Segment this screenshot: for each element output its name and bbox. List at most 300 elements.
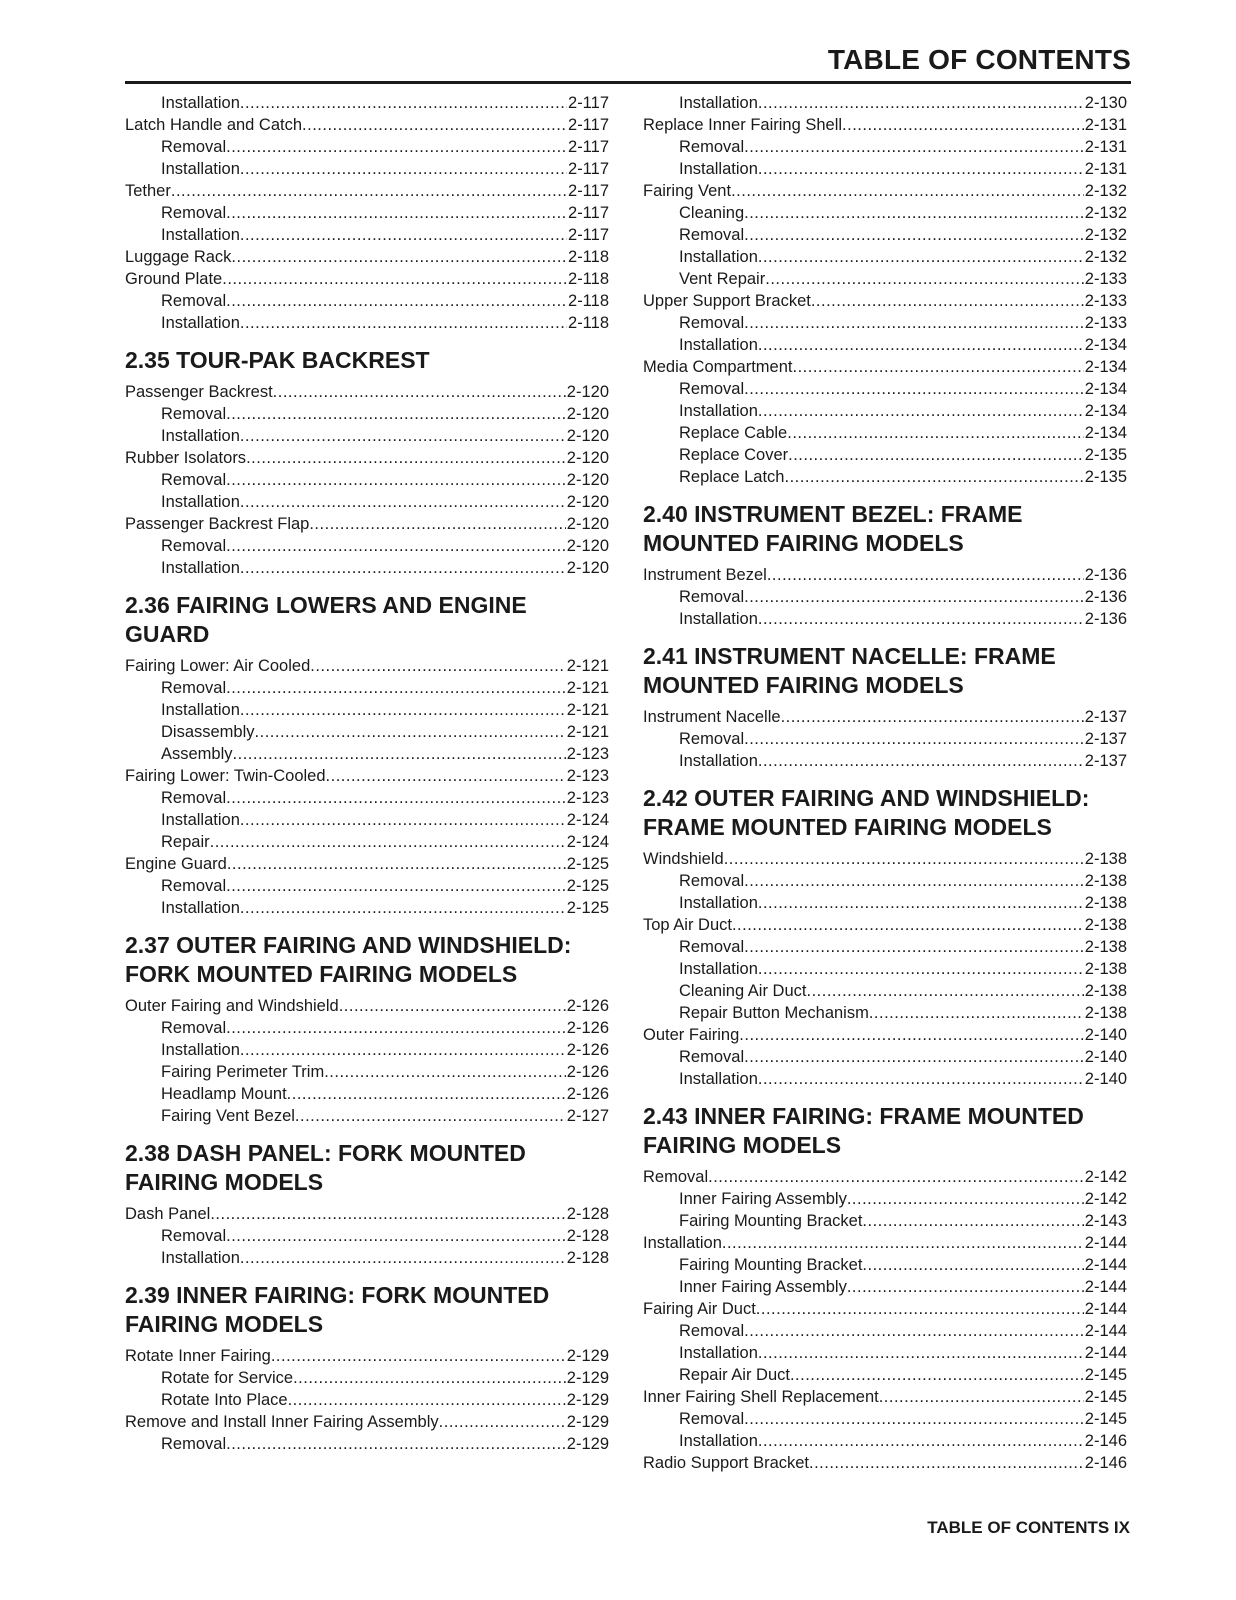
dot-leader bbox=[781, 706, 1084, 728]
entry-page-number: 2-140 bbox=[1084, 1070, 1127, 1088]
section-heading: 2.37 OUTER FAIRING AND WINDSHIELD: FORK MOUNTED FAIRING MODELS bbox=[125, 932, 572, 987]
toc-subentry[interactable] bbox=[125, 312, 609, 334]
toc-subentry[interactable] bbox=[125, 158, 609, 180]
entry-page-number: 2-137 bbox=[1084, 730, 1127, 748]
entry-label: Removal bbox=[679, 226, 745, 244]
toc-entry[interactable] bbox=[643, 1024, 1127, 1046]
toc-subentry[interactable] bbox=[125, 535, 609, 557]
dot-leader bbox=[744, 378, 1084, 400]
entry-label: Removal bbox=[161, 405, 227, 423]
dot-leader bbox=[862, 1210, 1083, 1232]
toc-subentry[interactable] bbox=[643, 958, 1127, 980]
entry-label: Installation bbox=[161, 314, 240, 332]
toc-subentry[interactable] bbox=[643, 202, 1127, 224]
entry-page-number: 2-126 bbox=[566, 997, 609, 1015]
toc-entry[interactable] bbox=[125, 268, 609, 290]
entry-label: Media Compartment bbox=[643, 358, 793, 376]
toc-subentry[interactable] bbox=[643, 400, 1127, 422]
dot-leader bbox=[240, 809, 566, 831]
toc-subentry[interactable] bbox=[643, 750, 1127, 772]
dot-leader bbox=[842, 114, 1084, 136]
toc-subentry[interactable] bbox=[125, 425, 609, 447]
entry-page-number: 2-140 bbox=[1084, 1026, 1127, 1044]
entry-label: Cleaning bbox=[679, 204, 745, 222]
entry-page-number: 2-144 bbox=[1084, 1300, 1127, 1318]
section-heading: 2.39 INNER FAIRING: FORK MOUNTED FAIRING MODELS bbox=[125, 1282, 550, 1337]
section-heading: 2.35 TOUR-PAK BACKREST bbox=[125, 347, 430, 373]
entry-page-number: 2-132 bbox=[1084, 182, 1127, 200]
toc-entry[interactable] bbox=[125, 853, 609, 875]
entry-page-number: 2-128 bbox=[566, 1249, 609, 1267]
entry-page-number: 2-120 bbox=[566, 471, 609, 489]
toc-entry[interactable] bbox=[125, 114, 609, 136]
toc-subentry[interactable] bbox=[643, 312, 1127, 334]
dot-leader bbox=[869, 1002, 1084, 1024]
dot-leader bbox=[758, 892, 1084, 914]
section-heading: 2.42 OUTER FAIRING AND WINDSHIELD: FRAME MOUNTED FAIRING MODELS bbox=[643, 785, 1090, 840]
dot-leader bbox=[811, 290, 1084, 312]
dot-leader bbox=[324, 1061, 566, 1083]
entry-label: Installation bbox=[679, 960, 758, 978]
toc-subentry[interactable] bbox=[643, 136, 1127, 158]
toc-column-left bbox=[125, 92, 609, 1455]
entry-page-number: 2-121 bbox=[566, 723, 609, 741]
entry-page-number: 2-137 bbox=[1084, 708, 1127, 726]
toc-subentry[interactable] bbox=[643, 1430, 1127, 1452]
entry-label: Installation bbox=[679, 610, 758, 628]
entry-label: Installation bbox=[161, 493, 240, 511]
dot-leader bbox=[233, 743, 566, 765]
entry-page-number: 2-121 bbox=[566, 657, 609, 675]
toc-subentry[interactable] bbox=[125, 202, 609, 224]
toc-entry[interactable] bbox=[125, 655, 609, 677]
toc-subentry[interactable] bbox=[125, 787, 609, 809]
toc-subentry[interactable] bbox=[125, 1433, 609, 1455]
entry-label: Replace Cable bbox=[679, 424, 788, 442]
entry-page-number: 2-117 bbox=[568, 138, 609, 156]
dot-leader bbox=[226, 875, 566, 897]
dot-leader bbox=[744, 202, 1084, 224]
toc-entry[interactable] bbox=[125, 1203, 609, 1225]
dot-leader bbox=[226, 1433, 566, 1455]
entry-page-number: 2-121 bbox=[566, 679, 609, 697]
entry-label: Removal bbox=[161, 1019, 227, 1037]
toc-subentry[interactable] bbox=[125, 1389, 609, 1411]
entry-page-number: 2-136 bbox=[1084, 588, 1127, 606]
dot-leader bbox=[756, 1298, 1084, 1320]
entry-label: Disassembly bbox=[161, 723, 255, 741]
dot-leader bbox=[226, 677, 566, 699]
entry-page-number: 2-128 bbox=[566, 1227, 609, 1245]
entry-label: Removal bbox=[679, 314, 745, 332]
entry-label: Removal bbox=[161, 679, 227, 697]
entry-label: Removal bbox=[679, 730, 745, 748]
dot-leader bbox=[288, 1389, 566, 1411]
dot-leader bbox=[758, 1342, 1084, 1364]
entry-label: Removal bbox=[161, 138, 227, 156]
entry-label: Rotate for Service bbox=[161, 1369, 294, 1387]
entry-page-number: 2-120 bbox=[566, 405, 609, 423]
section-heading: 2.41 INSTRUMENT NACELLE: FRAME MOUNTED FAIRING MODELS bbox=[643, 643, 1056, 698]
dot-leader bbox=[240, 557, 566, 579]
entry-label: Outer Fairing bbox=[643, 1026, 740, 1044]
toc-subentry[interactable] bbox=[643, 980, 1127, 1002]
toc-subentry[interactable] bbox=[643, 892, 1127, 914]
toc-subentry[interactable] bbox=[125, 743, 609, 765]
entry-page-number: 2-132 bbox=[1084, 204, 1127, 222]
dot-leader bbox=[744, 312, 1084, 334]
entry-label: Passenger Backrest bbox=[125, 383, 273, 401]
dot-leader bbox=[787, 422, 1084, 444]
dot-leader bbox=[240, 158, 567, 180]
toc-subentry[interactable] bbox=[125, 1083, 609, 1105]
entry-label: Installation bbox=[161, 811, 240, 829]
dot-leader bbox=[226, 136, 567, 158]
entry-label: Installation bbox=[161, 226, 240, 244]
dot-leader bbox=[785, 466, 1084, 488]
toc-subentry[interactable] bbox=[643, 158, 1127, 180]
entry-page-number: 2-123 bbox=[566, 767, 609, 785]
dot-leader bbox=[326, 765, 566, 787]
toc-subentry[interactable] bbox=[643, 224, 1127, 246]
toc-subentry[interactable] bbox=[643, 444, 1127, 466]
toc-entry[interactable] bbox=[125, 447, 609, 469]
entry-label: Dash Panel bbox=[125, 1205, 211, 1223]
entry-page-number: 2-124 bbox=[566, 811, 609, 829]
dot-leader bbox=[879, 1386, 1084, 1408]
entry-label: Ground Plate bbox=[125, 270, 223, 288]
toc-subentry[interactable] bbox=[125, 809, 609, 831]
toc-entry[interactable] bbox=[643, 848, 1127, 870]
toc-entry[interactable] bbox=[643, 356, 1127, 378]
dot-leader bbox=[758, 1430, 1084, 1452]
entry-page-number: 2-132 bbox=[1084, 248, 1127, 266]
toc-subentry[interactable] bbox=[643, 728, 1127, 750]
section-heading: 2.36 FAIRING LOWERS AND ENGINE GUARD bbox=[125, 592, 527, 647]
toc-subentry[interactable] bbox=[643, 870, 1127, 892]
toc-subentry[interactable] bbox=[643, 936, 1127, 958]
entry-label: Removal bbox=[161, 471, 227, 489]
toc-entry[interactable] bbox=[643, 914, 1127, 936]
entry-label: Removal bbox=[161, 292, 227, 310]
entry-page-number: 2-126 bbox=[566, 1063, 609, 1081]
dot-leader bbox=[310, 655, 566, 677]
toc-subentry[interactable] bbox=[125, 1247, 609, 1269]
dot-leader bbox=[758, 1068, 1084, 1090]
dot-leader bbox=[240, 425, 566, 447]
toc-subentry[interactable] bbox=[125, 469, 609, 491]
toc-subentry[interactable] bbox=[125, 831, 609, 853]
toc-subentry[interactable] bbox=[125, 721, 609, 743]
dot-leader bbox=[724, 848, 1084, 870]
entry-page-number: 2-117 bbox=[568, 94, 609, 112]
dot-leader bbox=[226, 787, 566, 809]
toc-subentry[interactable] bbox=[643, 422, 1127, 444]
dot-leader bbox=[731, 180, 1084, 202]
entry-page-number: 2-136 bbox=[1084, 610, 1127, 628]
page-title: TABLE OF CONTENTS bbox=[827, 44, 1131, 75]
toc-subentry[interactable] bbox=[125, 1105, 609, 1127]
dot-leader bbox=[744, 728, 1084, 750]
entry-label: Installation bbox=[679, 94, 758, 112]
toc-subentry[interactable] bbox=[125, 224, 609, 246]
entry-page-number: 2-121 bbox=[566, 701, 609, 719]
dot-leader bbox=[240, 897, 566, 919]
toc-entry[interactable] bbox=[643, 290, 1127, 312]
section-heading: 2.40 INSTRUMENT BEZEL: FRAME MOUNTED FAIRING MODELS bbox=[643, 501, 1023, 556]
dot-leader bbox=[847, 1276, 1084, 1298]
entry-page-number: 2-143 bbox=[1084, 1212, 1127, 1230]
entry-page-number: 2-133 bbox=[1084, 270, 1127, 288]
entry-page-number: 2-134 bbox=[1084, 424, 1127, 442]
toc-subentry[interactable] bbox=[643, 268, 1127, 290]
toc-subentry[interactable] bbox=[643, 334, 1127, 356]
toc-entry[interactable] bbox=[643, 114, 1127, 136]
toc-subentry[interactable] bbox=[125, 1367, 609, 1389]
entry-label: Fairing Lower: Air Cooled bbox=[125, 657, 311, 675]
toc-subentry[interactable] bbox=[125, 403, 609, 425]
toc-subentry[interactable] bbox=[125, 1061, 609, 1083]
toc-entry[interactable] bbox=[643, 1232, 1127, 1254]
dot-leader bbox=[240, 699, 566, 721]
dot-leader bbox=[765, 268, 1084, 290]
entry-label: Inner Fairing Assembly bbox=[679, 1190, 847, 1208]
entry-page-number: 2-138 bbox=[1084, 982, 1127, 1000]
entry-page-number: 2-126 bbox=[566, 1041, 609, 1059]
dot-leader bbox=[287, 1083, 566, 1105]
dot-leader bbox=[758, 750, 1084, 772]
entry-label: Instrument Nacelle bbox=[643, 708, 781, 726]
toc-entry[interactable] bbox=[125, 180, 609, 202]
entry-page-number: 2-137 bbox=[1084, 752, 1127, 770]
entry-page-number: 2-135 bbox=[1084, 468, 1127, 486]
entry-label: Inner Fairing Assembly bbox=[679, 1278, 847, 1296]
entry-label: Replace Inner Fairing Shell bbox=[643, 116, 843, 134]
entry-label: Removal bbox=[679, 380, 745, 398]
dot-leader bbox=[222, 268, 567, 290]
entry-label: Outer Fairing and Windshield bbox=[125, 997, 339, 1015]
dot-leader bbox=[240, 312, 567, 334]
dot-leader bbox=[240, 1247, 566, 1269]
entry-page-number: 2-120 bbox=[566, 427, 609, 445]
dot-leader bbox=[732, 914, 1084, 936]
dot-leader bbox=[790, 1364, 1084, 1386]
toc-subentry[interactable] bbox=[125, 136, 609, 158]
toc-entry[interactable] bbox=[643, 1298, 1127, 1320]
dot-leader bbox=[302, 114, 567, 136]
entry-label: Removal bbox=[679, 1048, 745, 1066]
entry-page-number: 2-134 bbox=[1084, 358, 1127, 376]
toc-subentry[interactable] bbox=[643, 1276, 1127, 1298]
dot-leader bbox=[226, 1225, 566, 1247]
toc-entry[interactable] bbox=[125, 513, 609, 535]
entry-page-number: 2-144 bbox=[1084, 1344, 1127, 1362]
toc-subentry[interactable] bbox=[125, 557, 609, 579]
entry-page-number: 2-129 bbox=[566, 1413, 609, 1431]
toc-entry[interactable] bbox=[643, 564, 1127, 586]
entry-label: Repair Air Duct bbox=[679, 1366, 790, 1384]
dot-leader bbox=[744, 1408, 1084, 1430]
toc-entry[interactable] bbox=[125, 1345, 609, 1367]
entry-page-number: 2-117 bbox=[568, 182, 609, 200]
toc-entry[interactable] bbox=[125, 381, 609, 403]
entry-page-number: 2-120 bbox=[566, 537, 609, 555]
entry-page-number: 2-117 bbox=[568, 226, 609, 244]
entry-label: Removal bbox=[679, 1322, 745, 1340]
entry-page-number: 2-138 bbox=[1084, 1004, 1127, 1022]
toc-entry[interactable] bbox=[643, 1166, 1127, 1188]
dot-leader bbox=[788, 444, 1084, 466]
entry-page-number: 2-144 bbox=[1084, 1322, 1127, 1340]
toc-subentry[interactable] bbox=[643, 1342, 1127, 1364]
entry-label: Cleaning Air Duct bbox=[679, 982, 807, 1000]
dot-leader bbox=[744, 936, 1084, 958]
dot-leader bbox=[240, 1039, 566, 1061]
toc-subentry[interactable] bbox=[643, 1210, 1127, 1232]
entry-label: Installation bbox=[161, 899, 240, 917]
entry-page-number: 2-145 bbox=[1084, 1410, 1127, 1428]
entry-label: Installation bbox=[679, 894, 758, 912]
toc-subentry[interactable] bbox=[125, 290, 609, 312]
toc-subentry[interactable] bbox=[125, 1017, 609, 1039]
entry-label: Removal bbox=[679, 1410, 745, 1428]
entry-page-number: 2-118 bbox=[568, 314, 609, 332]
entry-page-number: 2-144 bbox=[1084, 1234, 1127, 1252]
entry-page-number: 2-117 bbox=[568, 160, 609, 178]
toc-subentry[interactable] bbox=[643, 92, 1127, 114]
toc-subentry[interactable] bbox=[643, 586, 1127, 608]
dot-leader bbox=[226, 469, 566, 491]
toc-entry[interactable] bbox=[125, 246, 609, 268]
entry-label: Rubber Isolators bbox=[125, 449, 247, 467]
entry-page-number: 2-120 bbox=[566, 515, 609, 533]
entry-page-number: 2-133 bbox=[1084, 314, 1127, 332]
dot-leader bbox=[722, 1232, 1084, 1254]
dot-leader bbox=[439, 1411, 566, 1433]
toc-subentry[interactable] bbox=[643, 1408, 1127, 1430]
entry-page-number: 2-144 bbox=[1084, 1256, 1127, 1274]
toc-entry[interactable] bbox=[125, 765, 609, 787]
entry-page-number: 2-118 bbox=[568, 248, 609, 266]
entry-page-number: 2-131 bbox=[1084, 116, 1127, 134]
toc-subentry[interactable] bbox=[643, 1254, 1127, 1276]
entry-page-number: 2-136 bbox=[1084, 566, 1127, 584]
toc-entry[interactable] bbox=[125, 1411, 609, 1433]
entry-label: Removal bbox=[679, 938, 745, 956]
entry-label: Installation bbox=[161, 1041, 240, 1059]
entry-page-number: 2-129 bbox=[566, 1369, 609, 1387]
dot-leader bbox=[708, 1166, 1084, 1188]
entry-label: Installation bbox=[679, 1344, 758, 1362]
dot-leader bbox=[210, 831, 566, 853]
entry-page-number: 2-125 bbox=[566, 899, 609, 917]
toc-subentry[interactable] bbox=[643, 378, 1127, 400]
toc-subentry[interactable] bbox=[643, 1068, 1127, 1090]
entry-label: Installation bbox=[161, 559, 240, 577]
toc-entry[interactable] bbox=[643, 180, 1127, 202]
toc-subentry[interactable] bbox=[125, 875, 609, 897]
toc-entry[interactable] bbox=[643, 706, 1127, 728]
entry-page-number: 2-134 bbox=[1084, 380, 1127, 398]
entry-label: Installation bbox=[679, 248, 758, 266]
dot-leader bbox=[171, 180, 567, 202]
toc-entry[interactable] bbox=[125, 995, 609, 1017]
toc-entry[interactable] bbox=[643, 1452, 1127, 1474]
dot-leader bbox=[210, 1203, 565, 1225]
dot-leader bbox=[240, 224, 567, 246]
toc-subentry[interactable] bbox=[125, 699, 609, 721]
entry-label: Assembly bbox=[161, 745, 233, 763]
toc-subentry[interactable] bbox=[125, 491, 609, 513]
entry-label: Installation bbox=[161, 427, 240, 445]
dot-leader bbox=[293, 1367, 566, 1389]
toc-subentry[interactable] bbox=[643, 1320, 1127, 1342]
entry-page-number: 2-126 bbox=[566, 1085, 609, 1103]
entry-label: Installation bbox=[679, 160, 758, 178]
toc-subentry[interactable] bbox=[643, 1046, 1127, 1068]
entry-page-number: 2-140 bbox=[1084, 1048, 1127, 1066]
dot-leader bbox=[744, 1320, 1084, 1342]
entry-label: Removal bbox=[161, 877, 227, 895]
entry-page-number: 2-128 bbox=[566, 1205, 609, 1223]
entry-page-number: 2-138 bbox=[1084, 894, 1127, 912]
toc-entry[interactable] bbox=[643, 1386, 1127, 1408]
entry-label: Installation bbox=[679, 402, 758, 420]
dot-leader bbox=[339, 995, 566, 1017]
entry-page-number: 2-134 bbox=[1084, 402, 1127, 420]
toc-subentry[interactable] bbox=[643, 1188, 1127, 1210]
dot-leader bbox=[767, 564, 1084, 586]
entry-page-number: 2-117 bbox=[568, 116, 609, 134]
toc-subentry[interactable] bbox=[643, 1364, 1127, 1386]
entry-page-number: 2-123 bbox=[566, 745, 609, 763]
toc-subentry[interactable] bbox=[643, 608, 1127, 630]
toc-subentry[interactable] bbox=[125, 1039, 609, 1061]
dot-leader bbox=[744, 136, 1084, 158]
entry-label: Radio Support Bracket bbox=[643, 1454, 810, 1472]
entry-label: Installation bbox=[679, 336, 758, 354]
toc-subentry[interactable] bbox=[125, 1225, 609, 1247]
entry-page-number: 2-126 bbox=[566, 1019, 609, 1037]
entry-page-number: 2-145 bbox=[1084, 1388, 1127, 1406]
entry-label: Installation bbox=[679, 752, 758, 770]
dot-leader bbox=[226, 1017, 566, 1039]
entry-label: Upper Support Bracket bbox=[643, 292, 811, 310]
toc-subentry[interactable] bbox=[125, 677, 609, 699]
entry-page-number: 2-125 bbox=[566, 855, 609, 873]
entry-label: Removal bbox=[679, 872, 745, 890]
entry-label: Vent Repair bbox=[679, 270, 766, 288]
entry-label: Tether bbox=[125, 182, 171, 200]
entry-page-number: 2-118 bbox=[568, 270, 609, 288]
page-footer: TABLE OF CONTENTS IX bbox=[927, 1518, 1130, 1537]
dot-leader bbox=[758, 246, 1084, 268]
toc-subentry[interactable] bbox=[125, 92, 609, 114]
toc-subentry[interactable] bbox=[643, 246, 1127, 268]
entry-label: Rotate Inner Fairing bbox=[125, 1347, 271, 1365]
entry-label: Removal bbox=[679, 588, 745, 606]
dot-leader bbox=[758, 92, 1084, 114]
entry-label: Windshield bbox=[643, 850, 724, 868]
entry-label: Replace Latch bbox=[679, 468, 785, 486]
toc-subentry[interactable] bbox=[643, 1002, 1127, 1024]
toc-subentry[interactable] bbox=[125, 897, 609, 919]
entry-label: Removal bbox=[679, 138, 745, 156]
dot-leader bbox=[273, 381, 566, 403]
dot-leader bbox=[792, 356, 1083, 378]
dot-leader bbox=[744, 1046, 1084, 1068]
toc-subentry[interactable] bbox=[643, 466, 1127, 488]
